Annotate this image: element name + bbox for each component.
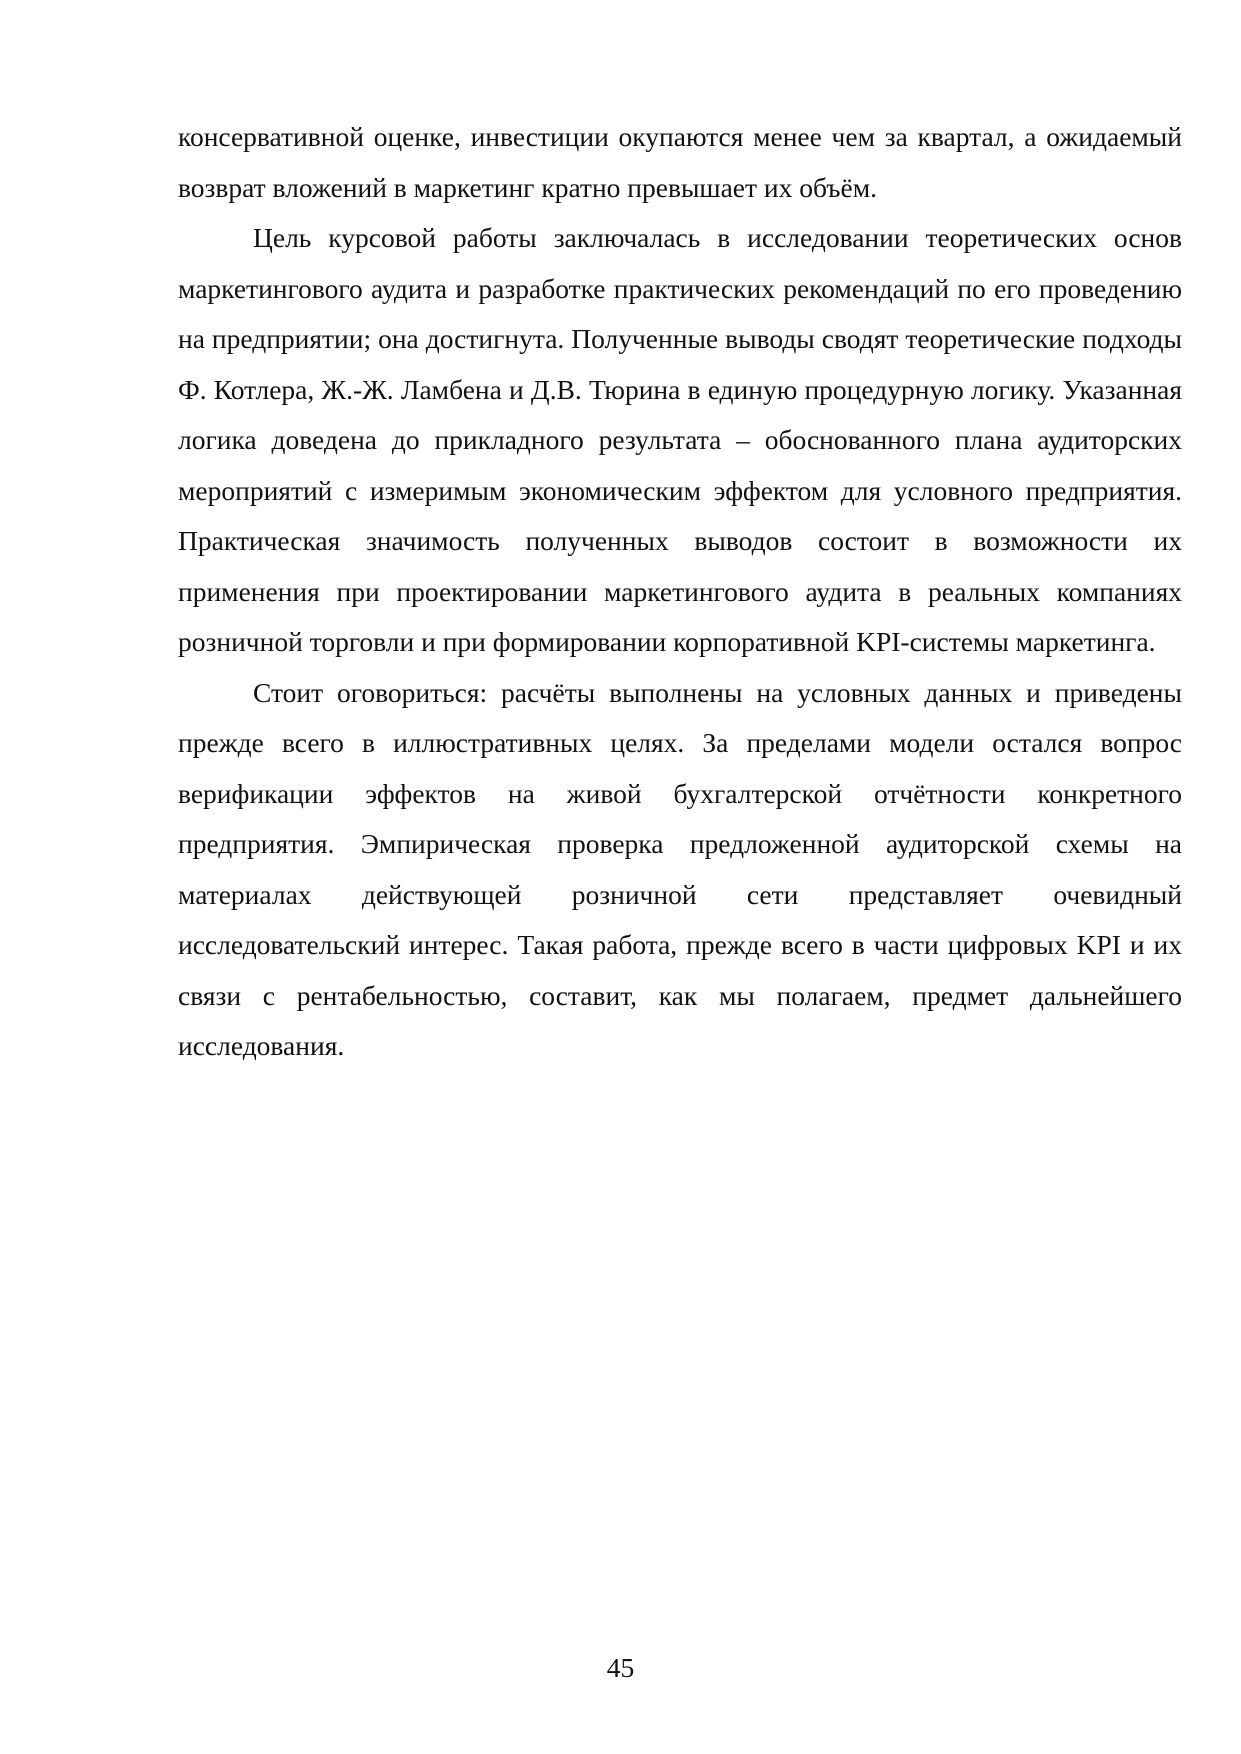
paragraph-limitations: Стоит оговориться: расчёты выполнены на условных данных и приведены прежде всего в иллюстративных целях. За пределами модели остался вопрос верификации эффектов на живой бухгалтерской отчётности конкретного предприятия. Эмпирическая проверка предложенной аудиторской схемы на материалах действующей розничной сети представляет очевидный исследовательский интерес. Такая работа, прежде всего в части цифровых KPI и их связи с рентабельностью, составит, как мы полагаем, предмет дальнейшего исследования.	[178, 676, 1182, 1061]
paragraph-continuation: консервативной оценке, инвестиции окупаются менее чем за квартал, а ожидаемый возврат вложений в маркетинг кратно превышает их объём.	[178, 121, 1182, 203]
page-number: 45	[606, 1652, 635, 1683]
body-text	[178, 112, 1182, 1072]
paragraph-goal-summary: Цель курсовой работы заключалась в исследовании теоретических основ маркетингового аудита и разработке практических рекомендаций по его проведению на предприятии; она достигнута. Полученные выводы сводят теоретические подходы Ф. Котлера, Ж.-Ж. Ламбена и Д.В. Тюрина в единую процедурную логику. Указанная логика доведена до прикладного результата – обоснованного плана аудиторских мероприятий с измеримым экономическим эффектом для условного предприятия. Практическая значимость полученных выводов состоит в возможности их применения при проектировании маркетингового аудита в реальных компаниях розничной торговли и при формировании корпоративной KPI-системы маркетинга.	[178, 222, 1182, 657]
